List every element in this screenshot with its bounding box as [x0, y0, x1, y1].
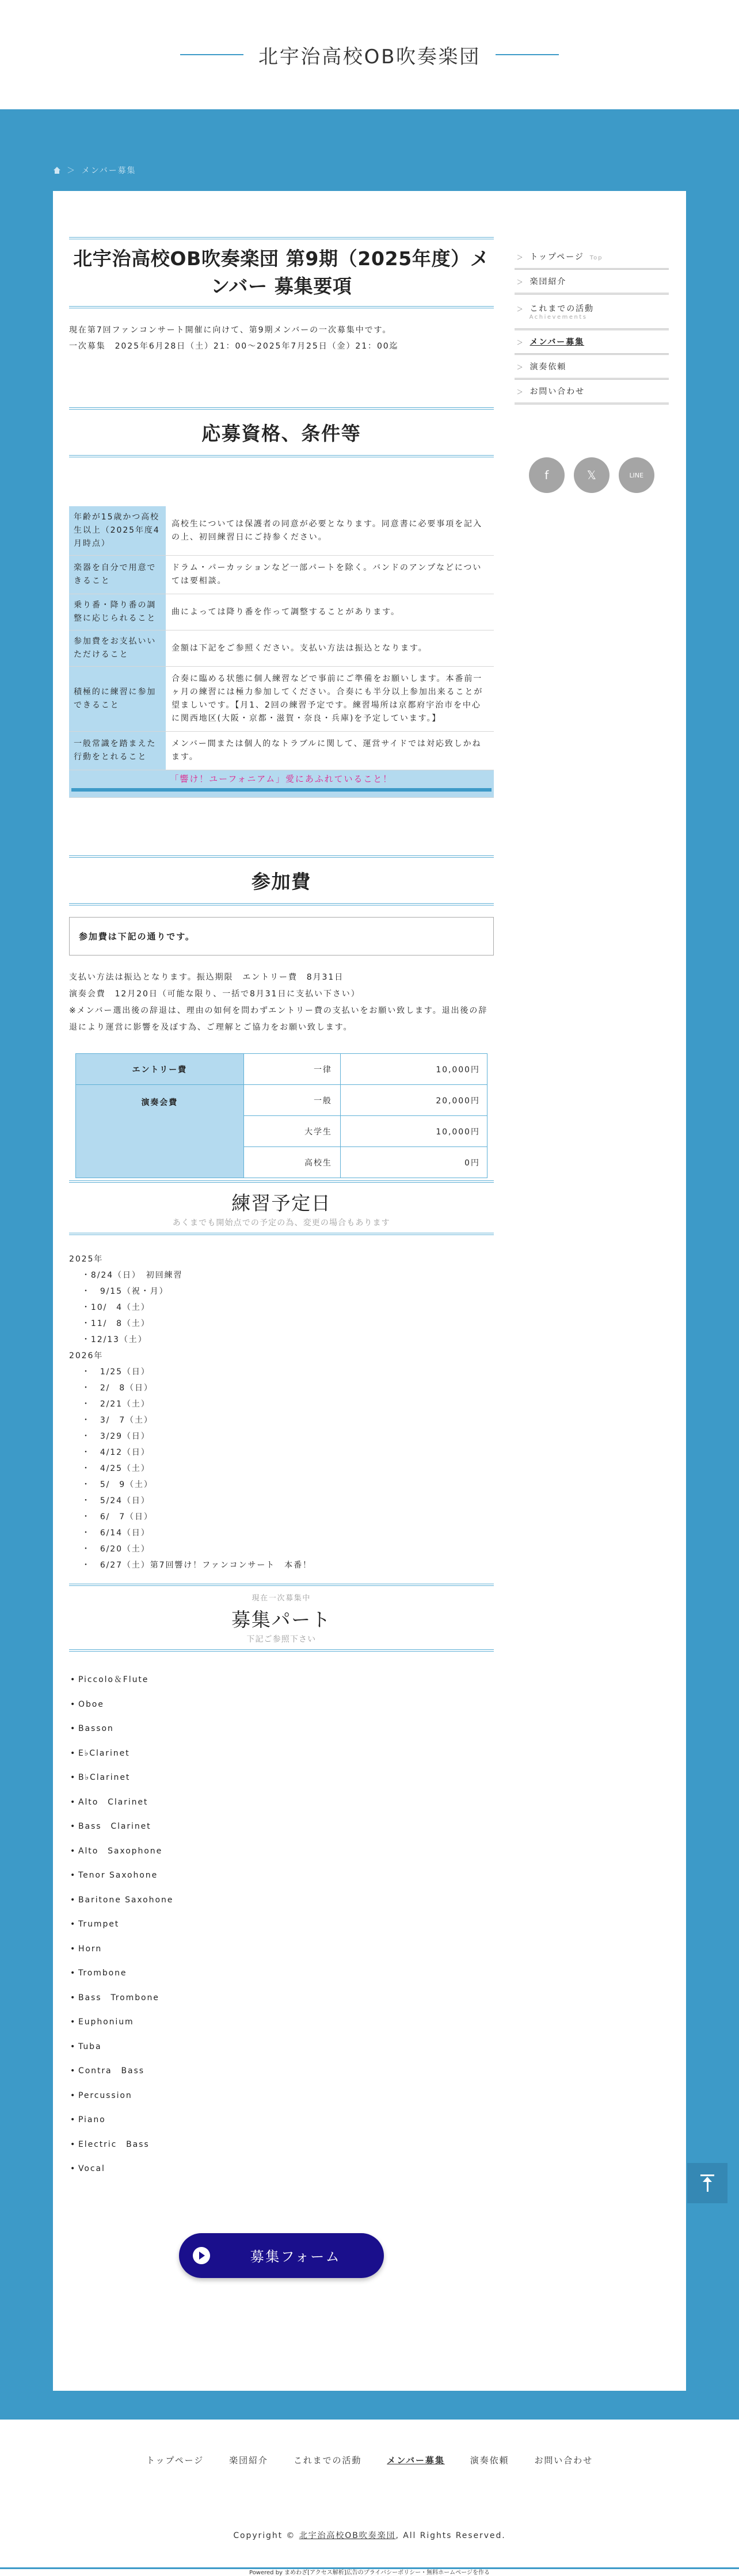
condition-key: 乗り番・降り番の調整に応じられること: [69, 594, 166, 630]
fees-text: [69, 969, 494, 1036]
arrow-up-icon-stem: [707, 2178, 708, 2192]
line-icon[interactable]: LINE: [619, 457, 654, 493]
list-item: • Vocal: [69, 2157, 494, 2181]
form-button-wrap: [69, 2233, 494, 2278]
schedule-list: [69, 1251, 494, 1573]
table-row: [69, 506, 494, 556]
condition-key: 積極的に練習に参加できること: [69, 667, 166, 732]
condition-value: ドラム・パーカッションなど一部パートを除く。バンドのアンプなどについては要相談。: [166, 556, 494, 594]
sidebar-item-label: トップページ: [530, 253, 584, 262]
schedule-date: ・10/ 4（土）: [82, 1303, 150, 1312]
arrow-up-icon: [700, 2174, 714, 2176]
chevron-right-icon: ＞: [516, 278, 524, 286]
list-item: • Alto Saxophone: [69, 1839, 494, 1864]
chevron-right-icon: ＞: [516, 254, 524, 261]
list-item: • Alto Clarinet: [69, 1790, 494, 1815]
copyright-suffix: All Rights Reserved.: [403, 2531, 506, 2540]
table-row: [69, 667, 494, 732]
list-item: • Baritone Saxohone: [69, 1888, 494, 1913]
main-content: [69, 237, 494, 2356]
footer-link-about[interactable]: 楽団紹介: [229, 2455, 268, 2466]
fee-subcategory: 一律: [243, 1054, 340, 1085]
facebook-icon[interactable]: f: [529, 457, 565, 493]
chevron-right-icon: ＞: [516, 339, 524, 346]
fees-heading: 参加費: [69, 855, 494, 905]
sidebar-item-recruit[interactable]: [515, 330, 669, 355]
condition-value: メンバー間または個人的なトラブルに関して、運営サイドでは対応致しかねます。: [166, 732, 494, 770]
footer-link-recruit[interactable]: メンバー募集: [387, 2455, 445, 2466]
parts-list: [69, 1668, 494, 2181]
table-row: [69, 630, 494, 667]
sidebar-item-top[interactable]: [515, 245, 669, 270]
fees-text-3: ※メンバー選出後の辞退は、理由の如何を問わずエントリー費の支払いをお願い致します。退出後の辞退により運営に影響を及ぼす為、ご理解とご協力をお願い致します。: [69, 1006, 488, 1032]
parts-heading-block: [69, 1584, 494, 1652]
parts-subheading: 下記ご参照下さい: [246, 1635, 317, 1644]
sidebar-item-label: これまでの活動: [530, 304, 594, 314]
copyright: [0, 2529, 739, 2541]
fee-table: [75, 1053, 487, 1178]
footer-link-activities[interactable]: これまでの活動: [293, 2455, 362, 2466]
fee-subcategory: 高校生: [243, 1147, 340, 1178]
title-right-line: [496, 54, 559, 55]
list-item: • Trombone: [69, 1961, 494, 1986]
fee-category: 演奏会費: [75, 1085, 243, 1178]
footer-link-top[interactable]: トップページ: [146, 2455, 204, 2466]
list-item: • Electric Bass: [69, 2132, 494, 2157]
schedule-date: ・ 2/ 8（日）: [82, 1383, 153, 1393]
copyright-comma: ,: [395, 2531, 399, 2540]
schedule-date: ・ 4/25（土）: [82, 1464, 150, 1473]
sidebar-item-activities[interactable]: [515, 295, 669, 330]
play-icon: [193, 2247, 210, 2264]
powered-by[interactable]: Powered by まめわざ[アクセス解析]広告のプライバシーポリシー・無料ホームページを作る: [249, 2570, 490, 2576]
x-icon[interactable]: 𝕏: [574, 457, 610, 493]
sidebar-item-sub: Top: [589, 255, 603, 261]
copyright-link[interactable]: 北宇治高校OB吹奏楽団: [299, 2531, 396, 2540]
sidebar-item-label: お問い合わせ: [530, 387, 585, 396]
schedule-date: ・ 5/24（日）: [82, 1496, 150, 1505]
list-item: • Oboe: [69, 1692, 494, 1717]
breadcrumb-separator: ＞: [67, 166, 76, 175]
chevron-right-icon: ＞: [516, 364, 524, 371]
parts-preheading: 現在一次募集中: [252, 1594, 311, 1603]
list-item: • Bass Clarinet: [69, 1814, 494, 1839]
intro-text: [69, 322, 494, 354]
schedule-year: 2025年: [69, 1255, 104, 1264]
footer-bottom-bar: [0, 2567, 739, 2569]
sidebar-item-label: メンバー募集: [530, 338, 585, 347]
list-item: • Tuba: [69, 2035, 494, 2059]
list-item: • E♭Clarinet: [69, 1741, 494, 1766]
list-item: • Piccolo＆Flute: [69, 1668, 494, 1692]
banner-row: [69, 770, 494, 798]
sidebar: [515, 237, 669, 2356]
table-row: [75, 1054, 487, 1085]
schedule-date: ・ 5/ 9（土）: [82, 1480, 153, 1489]
fee-category: エントリー費: [75, 1054, 243, 1085]
schedule-date: ・ 4/12（日）: [82, 1448, 150, 1457]
list-item: • Contra Bass: [69, 2059, 494, 2084]
schedule-date: ・ 9/15（祝・月）: [82, 1287, 169, 1296]
recruit-form-label: 募集フォーム: [250, 2249, 341, 2265]
schedule-date: ・ 6/27（土）第7回響け！ファンコンサート 本番！: [82, 1561, 312, 1570]
footer-link-contact[interactable]: お問い合わせ: [534, 2455, 593, 2466]
euphonium-banner: [69, 770, 494, 798]
breadcrumb-current: メンバー募集: [81, 166, 136, 175]
schedule-subheading: あくまでも開始点での予定の為、変更の場合もあります: [172, 1218, 390, 1228]
table-row: [69, 556, 494, 594]
parts-heading: 募集パート: [231, 1608, 332, 1631]
schedule-date: ・ 6/20（土）: [82, 1545, 150, 1554]
sidebar-item-sub: Achievements: [529, 314, 588, 320]
copyright-prefix: Copyright ©: [233, 2531, 296, 2540]
fee-subcategory: 大学生: [243, 1116, 340, 1147]
home-icon[interactable]: [53, 167, 61, 174]
list-item: • Basson: [69, 1717, 494, 1741]
title-left-line: [180, 54, 243, 55]
footer-nav: [0, 2420, 739, 2466]
schedule-date: ・ 2/21（土）: [82, 1400, 150, 1409]
fee-amount: 0円: [340, 1147, 487, 1178]
schedule-date: ・ 3/29（日）: [82, 1432, 150, 1441]
list-item: • Piano: [69, 2108, 494, 2132]
condition-key: 楽器を自分で用意できること: [69, 556, 166, 594]
fees-notice: 参加費は下記の通りです。: [69, 917, 494, 956]
schedule-heading: 練習予定日: [231, 1192, 332, 1214]
table-row: [75, 1085, 487, 1116]
fees-text-1: 支払い方法は振込となります。振込期限 エントリー費 8月31日: [69, 973, 344, 982]
schedule-date: ・ 1/25（日）: [82, 1367, 150, 1377]
intro-line-2: 一次募集 2025年6月28日（土）21：00〜2025年7月25日（金）21：00迄: [69, 342, 399, 351]
site-header: [0, 0, 739, 109]
list-item: • Euphonium: [69, 2010, 494, 2035]
social-buttons: [515, 457, 669, 493]
schedule-date: ・ 6/ 7（日）: [82, 1512, 153, 1522]
sidebar-item-label: 演奏依頼: [530, 362, 567, 372]
condition-value: 金額は下記をご参照ください。支払い方法は振込となります。: [166, 630, 494, 667]
euphonium-banner-text: 「響け！ユーフォニアム」愛にあふれていること！: [170, 774, 393, 784]
condition-key: 年齢が15歳かつ高校生以上（2025年度4月時点）: [69, 506, 166, 556]
conditions-table: [69, 506, 494, 798]
fee-amount: 10,000円: [340, 1116, 487, 1147]
banner-stripe: [71, 788, 492, 792]
sidebar-item-label: 楽団紹介: [530, 277, 567, 286]
conditions-heading: 応募資格、条件等: [69, 407, 494, 457]
table-row: [69, 732, 494, 770]
site-title-text[interactable]: 北宇治高校OB吹奏楽団: [258, 45, 481, 68]
condition-value: 高校生については保護者の同意が必要となります。同意書に必要事項を記入の上、初回練習日にご持参ください。: [166, 506, 494, 556]
fee-amount: 20,000円: [340, 1085, 487, 1116]
table-row: [69, 594, 494, 630]
list-item: • Bass Trombone: [69, 1986, 494, 2011]
condition-key: 参加費をお支払いいただけること: [69, 630, 166, 667]
list-item: • B♭Clarinet: [69, 1765, 494, 1790]
list-item: • Horn: [69, 1937, 494, 1962]
sidebar-item-about[interactable]: [515, 270, 669, 295]
list-item: • Trumpet: [69, 1912, 494, 1937]
schedule-date: ・12/13（土）: [82, 1335, 147, 1344]
list-item: • Percussion: [69, 2084, 494, 2108]
schedule-date: ・8/24（日） 初回練習: [82, 1271, 183, 1280]
sidebar-item-request[interactable]: [515, 355, 669, 380]
footer-link-request[interactable]: 演奏依頼: [470, 2455, 509, 2466]
schedule-year: 2026年: [69, 1351, 104, 1360]
breadcrumb: [53, 165, 686, 176]
back-to-top-button[interactable]: [687, 2163, 727, 2203]
footer: [0, 2420, 739, 2576]
sidebar-item-contact[interactable]: [515, 380, 669, 404]
page-title: 北宇治高校OB吹奏楽団 第9期（2025年度）メンバー 募集要項: [69, 237, 494, 308]
condition-key: 一般常識を踏まえた行動をとれること: [69, 732, 166, 770]
condition-value: 合奏に臨める状態に個人練習などで事前にご準備をお願いします。本番前一ヶ月の練習には極力参加してください。合奏にも半分以上参加出来ることが望ましいです。【月1、2回の練習予定です。練習場所は京都府宇治市を中心に関西地区(大阪・京都・滋賀・奈良・兵庫)を予定しています。】: [166, 667, 494, 732]
fee-subcategory: 一般: [243, 1085, 340, 1116]
schedule-date: ・ 3/ 7（土）: [82, 1416, 153, 1425]
fee-amount: 10,000円: [340, 1054, 487, 1085]
site-title[interactable]: [180, 41, 559, 69]
sidebar-nav: [515, 245, 669, 404]
condition-value: 曲によっては降り番を作って調整することがあります。: [166, 594, 494, 630]
list-item: • Tenor Saxohone: [69, 1863, 494, 1888]
schedule-date: ・11/ 8（土）: [82, 1319, 150, 1328]
chevron-right-icon: ＞: [516, 305, 524, 313]
content-band: [0, 109, 739, 2420]
schedule-heading-block: [69, 1180, 494, 1235]
schedule-date: ・ 6/14（日）: [82, 1528, 150, 1538]
fees-text-2: 演奏会費 12月20日（可能な限り、一括で8月31日に支払い下さい）: [69, 989, 360, 999]
recruit-form-button[interactable]: [179, 2233, 384, 2278]
intro-line-1: 現在第7回ファンコンサート開催に向けて、第9期メンバーの一次募集中です。: [69, 326, 392, 335]
content-card: [53, 191, 686, 2391]
chevron-right-icon: ＞: [516, 388, 524, 396]
